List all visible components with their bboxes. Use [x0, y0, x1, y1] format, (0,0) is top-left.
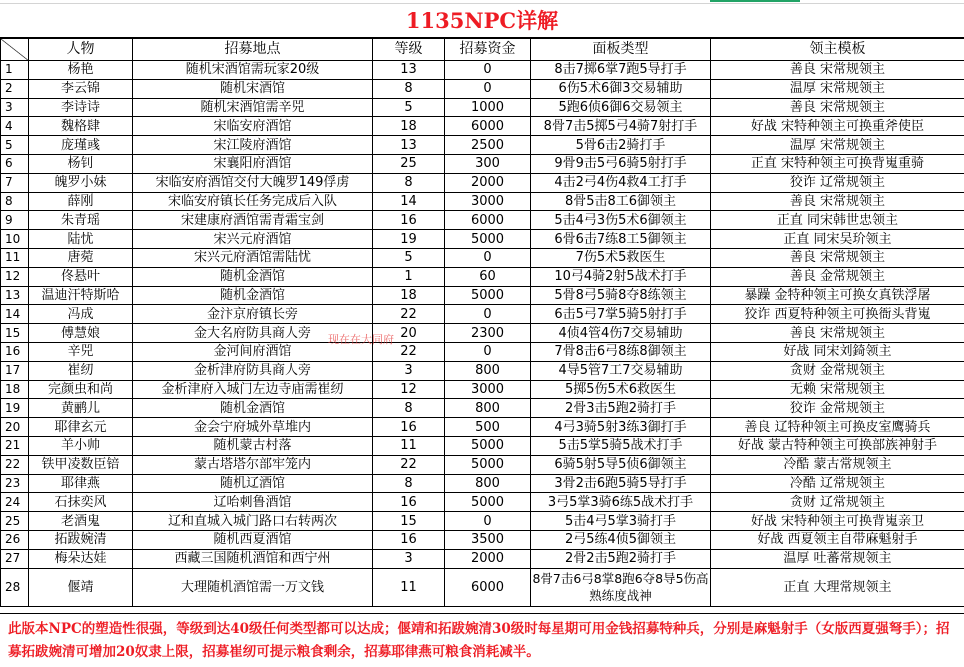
panel-type[interactable]: 8骨5击8工6御领主: [531, 192, 711, 211]
row-index[interactable]: 22: [1, 455, 29, 474]
recruit-location[interactable]: 宋临安府镇长任务完成后入队: [133, 192, 373, 211]
row-index[interactable]: 17: [1, 361, 29, 380]
npc-name[interactable]: 魏格肆: [29, 117, 133, 136]
recruit-location[interactable]: 金大名府防具商人旁: [133, 324, 373, 343]
recruit-location[interactable]: 大理随机酒馆需一万文钱: [133, 568, 373, 606]
table-row: [1, 286, 964, 305]
row-index[interactable]: 10: [1, 230, 29, 249]
npc-name[interactable]: 辛兕: [29, 342, 133, 361]
panel-type[interactable]: 5击5掌5骑5战术打手: [531, 436, 711, 455]
npc-level[interactable]: 18: [373, 286, 445, 305]
recruit-location[interactable]: 宋襄阳府酒馆: [133, 154, 373, 173]
recruit-cost[interactable]: 6000: [445, 568, 531, 606]
table-row: [1, 173, 964, 192]
panel-type[interactable]: 7骨8击6弓8练8御领主: [531, 342, 711, 361]
recruit-cost[interactable]: 6000: [445, 211, 531, 230]
npc-name[interactable]: 唐菀: [29, 248, 133, 267]
npc-name[interactable]: 偃靖: [29, 568, 133, 606]
row-index[interactable]: 15: [1, 324, 29, 343]
row-index[interactable]: 28: [1, 568, 29, 606]
recruit-cost[interactable]: 60: [445, 267, 531, 286]
panel-type[interactable]: 6骑5射5导5侦6御领主: [531, 455, 711, 474]
npc-name[interactable]: 温迪汗特斯哈: [29, 286, 133, 305]
recruit-location[interactable]: 宋临安府酒馆交付大魄罗149俘虏: [133, 173, 373, 192]
row-index[interactable]: 4: [1, 117, 29, 136]
row-index[interactable]: 8: [1, 192, 29, 211]
table-row: [1, 117, 964, 136]
recruit-location[interactable]: 金析津府防具商人旁: [133, 361, 373, 380]
npc-level[interactable]: 5: [373, 98, 445, 117]
recruit-location[interactable]: 随机辽酒馆: [133, 474, 373, 493]
lord-template[interactable]: 温厚 宋常规领主: [711, 136, 964, 155]
table-row: [1, 361, 964, 380]
panel-type[interactable]: 8骨7击5掷5弓4骑7射打手: [531, 117, 711, 136]
npc-level[interactable]: 25: [373, 154, 445, 173]
lord-template[interactable]: 善良 宋常规领主: [711, 98, 964, 117]
header-row: [1, 39, 964, 61]
table-row: [1, 474, 964, 493]
npc-name[interactable]: 魄罗小妹: [29, 173, 133, 192]
recruit-cost[interactable]: 0: [445, 248, 531, 267]
recruit-cost[interactable]: 2500: [445, 136, 531, 155]
table-row: [1, 380, 964, 399]
header-location[interactable]: 招募地点: [133, 39, 373, 61]
corner-cell: [1, 39, 29, 61]
recruit-cost[interactable]: 2000: [445, 549, 531, 568]
recruit-location[interactable]: 随机宋酒馆需辛兕: [133, 98, 373, 117]
panel-type[interactable]: 2骨2击5跑2骑打手: [531, 549, 711, 568]
panel-type[interactable]: 5骨6击2骑打手: [531, 136, 711, 155]
recruit-cost[interactable]: 800: [445, 399, 531, 418]
location-watermark: 现在在大同府: [328, 333, 394, 346]
row-index[interactable]: 19: [1, 399, 29, 418]
recruit-location[interactable]: 宋兴元府酒馆需陆忧: [133, 248, 373, 267]
lord-template[interactable]: 温厚 宋常规领主: [711, 79, 964, 98]
row-index[interactable]: 7: [1, 173, 29, 192]
table-row: [1, 305, 964, 324]
npc-level[interactable]: 22: [373, 305, 445, 324]
table-row: [1, 568, 964, 606]
row-index[interactable]: 27: [1, 549, 29, 568]
table-row: [1, 267, 964, 286]
recruit-cost[interactable]: 5000: [445, 436, 531, 455]
lord-template[interactable]: 善良 宋常规领主: [711, 324, 964, 343]
table-row: [1, 230, 964, 249]
recruit-cost[interactable]: 3000: [445, 380, 531, 399]
npc-name[interactable]: 石抹奕风: [29, 493, 133, 512]
row-index[interactable]: 12: [1, 267, 29, 286]
npc-level[interactable]: 8: [373, 399, 445, 418]
panel-type[interactable]: 2骨3击5跑2骑打手: [531, 399, 711, 418]
npc-level[interactable]: 20: [373, 324, 445, 343]
lord-template[interactable]: 好战 同宋刘錡领主: [711, 342, 964, 361]
lord-template[interactable]: 正直 同宋吴玠领主: [711, 230, 964, 249]
recruit-cost[interactable]: 2000: [445, 173, 531, 192]
table-row: [1, 98, 964, 117]
panel-type[interactable]: 6击5弓7掌5骑5射打手: [531, 305, 711, 324]
npc-name[interactable]: 佟悬叶: [29, 267, 133, 286]
recruit-location[interactable]: 辽咍刺鲁酒馆: [133, 493, 373, 512]
table-row: [1, 136, 964, 155]
panel-type[interactable]: 3骨2击6跑5骑5导打手: [531, 474, 711, 493]
recruit-cost[interactable]: 3500: [445, 530, 531, 549]
panel-type[interactable]: 8骨7击6弓8掌8跑6夺8导5伤高熟练度战神: [531, 568, 711, 606]
panel-type[interactable]: 4击2弓4伤4救4工打手: [531, 173, 711, 192]
recruit-cost[interactable]: 0: [445, 79, 531, 98]
panel-type[interactable]: 5掷5伤5术6救医生: [531, 380, 711, 399]
lord-template[interactable]: 正直 同宋韩世忠领主: [711, 211, 964, 230]
npc-level[interactable]: 11: [373, 436, 445, 455]
lord-template[interactable]: 好战 蒙古特种领主可换部族神射手: [711, 436, 964, 455]
recruit-cost[interactable]: 5000: [445, 286, 531, 305]
lord-template[interactable]: 正直 大理常规领主: [711, 568, 964, 606]
npc-name[interactable]: 拓跋婉清: [29, 530, 133, 549]
lord-template[interactable]: 狡诈 辽常规领主: [711, 173, 964, 192]
recruit-cost[interactable]: 0: [445, 305, 531, 324]
lord-template[interactable]: 狡诈 西夏特种领主可换衙头背嵬: [711, 305, 964, 324]
npc-name[interactable]: 黄鹂儿: [29, 399, 133, 418]
recruit-cost[interactable]: 3000: [445, 192, 531, 211]
recruit-cost[interactable]: 300: [445, 154, 531, 173]
row-index[interactable]: 23: [1, 474, 29, 493]
npc-name[interactable]: 陆忧: [29, 230, 133, 249]
npc-level[interactable]: 8: [373, 173, 445, 192]
panel-type[interactable]: 4导5管7工7交易辅助: [531, 361, 711, 380]
recruit-location[interactable]: 宋兴元府酒馆: [133, 230, 373, 249]
npc-name[interactable]: 老酒鬼: [29, 512, 133, 531]
recruit-location[interactable]: 随机金酒馆: [133, 286, 373, 305]
recruit-location[interactable]: 随机蒙古村落: [133, 436, 373, 455]
panel-type[interactable]: 5跑6侦6御6交易领主: [531, 98, 711, 117]
npc-name[interactable]: 冯成: [29, 305, 133, 324]
npc-name[interactable]: 杨艳: [29, 61, 133, 80]
footer-note: 此版本NPC的塑造性很强，等级到达40级任何类型都可以达成；偃靖和拓跋婉清30级时每星期可用金钱招募特种兵，分别是麻魁射手（女版西夏强弩手）；招募拓跋婉清可增加20奴隶上限，招募崔纫可提示粮食剩余，招募耶律燕可粮食消耗减半。: [0, 613, 964, 667]
npc-level[interactable]: 16: [373, 211, 445, 230]
panel-type[interactable]: 6伤5术6御3交易辅助: [531, 79, 711, 98]
lord-template[interactable]: 冷酷 蒙古常规领主: [711, 455, 964, 474]
npc-level[interactable]: 8: [373, 79, 445, 98]
row-index[interactable]: 18: [1, 380, 29, 399]
npc-name[interactable]: 庞瑾彧: [29, 136, 133, 155]
recruit-cost[interactable]: 5000: [445, 493, 531, 512]
table-row: [1, 436, 964, 455]
panel-type[interactable]: 4弓3骑5射3练3御打手: [531, 418, 711, 437]
row-index[interactable]: 9: [1, 211, 29, 230]
lord-template[interactable]: 贪财 金常规领主: [711, 361, 964, 380]
table-row: [1, 324, 964, 343]
lord-template[interactable]: 善良 宋常规领主: [711, 248, 964, 267]
npc-level[interactable]: 3: [373, 549, 445, 568]
recruit-location[interactable]: 辽和直城入城门路口右转两次: [133, 512, 373, 531]
recruit-cost[interactable]: 0: [445, 512, 531, 531]
lord-template[interactable]: 贪财 辽常规领主: [711, 493, 964, 512]
recruit-cost[interactable]: 5000: [445, 230, 531, 249]
npc-name[interactable]: 崔纫: [29, 361, 133, 380]
recruit-location[interactable]: 宋江陵府酒馆: [133, 136, 373, 155]
table-row: [1, 512, 964, 531]
recruit-location[interactable]: 随机宋酒馆: [133, 79, 373, 98]
row-index[interactable]: 16: [1, 342, 29, 361]
lord-template[interactable]: 好战 西夏领主自带麻魁射手: [711, 530, 964, 549]
lord-template[interactable]: 好战 宋特种领主可换重斧使臣: [711, 117, 964, 136]
npc-level[interactable]: 8: [373, 474, 445, 493]
panel-type[interactable]: 7伤5术5救医生: [531, 248, 711, 267]
recruit-location[interactable]: 蒙古塔塔尔部牢笼内: [133, 455, 373, 474]
npc-level[interactable]: 16: [373, 530, 445, 549]
lord-template[interactable]: 冷酷 辽常规领主: [711, 474, 964, 493]
npc-level[interactable]: 1: [373, 267, 445, 286]
lord-template[interactable]: 正直 宋特种领主可换背嵬重骑: [711, 154, 964, 173]
npc-table: [0, 38, 964, 607]
npc-level[interactable]: 11: [373, 568, 445, 606]
table-row: [1, 455, 964, 474]
row-index[interactable]: 14: [1, 305, 29, 324]
panel-type[interactable]: 4侦4管4伤7交易辅助: [531, 324, 711, 343]
table-row: [1, 248, 964, 267]
recruit-cost[interactable]: 500: [445, 418, 531, 437]
lord-template[interactable]: 暴躁 金特种领主可换女真铁浮屠: [711, 286, 964, 305]
recruit-cost[interactable]: 6000: [445, 117, 531, 136]
active-tab-accent: [710, 0, 800, 2]
recruit-location[interactable]: 随机金酒馆: [133, 267, 373, 286]
recruit-cost[interactable]: 0: [445, 342, 531, 361]
header-panel[interactable]: 面板类型: [531, 39, 711, 61]
table-row: [1, 192, 964, 211]
lord-template[interactable]: 温厚 吐蕃常规领主: [711, 549, 964, 568]
panel-type[interactable]: 5击4弓5掌3骑打手: [531, 512, 711, 531]
panel-type[interactable]: 10弓4骑2射5战术打手: [531, 267, 711, 286]
row-index[interactable]: 3: [1, 98, 29, 117]
header-name[interactable]: 人物: [29, 39, 133, 61]
header-level[interactable]: 等级: [373, 39, 445, 61]
recruit-cost[interactable]: 800: [445, 361, 531, 380]
recruit-cost[interactable]: 5000: [445, 455, 531, 474]
recruit-location[interactable]: 随机宋酒馆需玩家20级: [133, 61, 373, 80]
recruit-cost[interactable]: 800: [445, 474, 531, 493]
npc-name[interactable]: 完颜虫和尚: [29, 380, 133, 399]
panel-type[interactable]: 5骨8弓5骑8夺8练领主: [531, 286, 711, 305]
recruit-location[interactable]: 随机西夏酒馆: [133, 530, 373, 549]
lord-template[interactable]: 善良 宋常规领主: [711, 192, 964, 211]
npc-level[interactable]: 22: [373, 455, 445, 474]
npc-name[interactable]: 傅慧娘: [29, 324, 133, 343]
npc-name[interactable]: 薛刚: [29, 192, 133, 211]
row-index[interactable]: 2: [1, 79, 29, 98]
npc-level[interactable]: 19: [373, 230, 445, 249]
recruit-location[interactable]: 宋建康府酒馆需青霜宝剑: [133, 211, 373, 230]
recruit-location[interactable]: 金汴京府镇长旁: [133, 305, 373, 324]
row-index[interactable]: 26: [1, 530, 29, 549]
row-index[interactable]: 5: [1, 136, 29, 155]
lord-template[interactable]: 善良 宋常规领主: [711, 61, 964, 80]
recruit-location[interactable]: 金析津府入城门左边寺庙需崔纫: [133, 380, 373, 399]
npc-level[interactable]: 3: [373, 361, 445, 380]
table-row: [1, 399, 964, 418]
npc-level[interactable]: 14: [373, 192, 445, 211]
panel-type[interactable]: 2弓5练4侦5御领主: [531, 530, 711, 549]
npc-name[interactable]: 梅朵达娃: [29, 549, 133, 568]
header-lord[interactable]: 领主模板: [711, 39, 964, 61]
npc-level[interactable]: 18: [373, 117, 445, 136]
recruit-cost[interactable]: 2300: [445, 324, 531, 343]
recruit-location[interactable]: 随机金酒馆: [133, 399, 373, 418]
npc-name[interactable]: 羊小帅: [29, 436, 133, 455]
panel-type[interactable]: 6骨6击7练8工5御领主: [531, 230, 711, 249]
table-row: [1, 342, 964, 361]
npc-level[interactable]: 15: [373, 512, 445, 531]
row-index[interactable]: 21: [1, 436, 29, 455]
row-index[interactable]: 25: [1, 512, 29, 531]
row-index[interactable]: 20: [1, 418, 29, 437]
lord-template[interactable]: 善良 金常规领主: [711, 267, 964, 286]
npc-level[interactable]: 22: [373, 342, 445, 361]
lord-template[interactable]: 狡诈 金常规领主: [711, 399, 964, 418]
npc-level[interactable]: 16: [373, 418, 445, 437]
recruit-location[interactable]: 金河间府酒馆: [133, 342, 373, 361]
table-row: [1, 530, 964, 549]
npc-name[interactable]: 李云锦: [29, 79, 133, 98]
sheet-title: 1135NPC详解: [0, 4, 964, 38]
npc-name[interactable]: 杨钊: [29, 154, 133, 173]
lord-template[interactable]: 善良 辽特种领主可换皮室鹰骑兵: [711, 418, 964, 437]
recruit-location[interactable]: 金会宁府城外草堆内: [133, 418, 373, 437]
panel-type[interactable]: 3弓5掌3骑6练5战术打手: [531, 493, 711, 512]
table-row: [1, 61, 964, 80]
panel-type[interactable]: 8击7掷6掌7跑5导打手: [531, 61, 711, 80]
row-index[interactable]: 6: [1, 154, 29, 173]
recruit-cost[interactable]: 1000: [445, 98, 531, 117]
npc-name[interactable]: 耶律燕: [29, 474, 133, 493]
panel-type[interactable]: 9骨9击5弓6骑5射打手: [531, 154, 711, 173]
row-index[interactable]: 1: [1, 61, 29, 80]
table-row: [1, 211, 964, 230]
npc-level[interactable]: 13: [373, 61, 445, 80]
npc-level[interactable]: 13: [373, 136, 445, 155]
row-index[interactable]: 24: [1, 493, 29, 512]
row-index[interactable]: 11: [1, 248, 29, 267]
npc-name[interactable]: 耶律玄元: [29, 418, 133, 437]
npc-name[interactable]: 朱青瑶: [29, 211, 133, 230]
table-row: [1, 418, 964, 437]
npc-name[interactable]: 铁甲凌数臣锫: [29, 455, 133, 474]
table-row: [1, 493, 964, 512]
header-cost[interactable]: 招募资金: [445, 39, 531, 61]
panel-type[interactable]: 5击4弓3伤5术6御领主: [531, 211, 711, 230]
row-index[interactable]: 13: [1, 286, 29, 305]
recruit-location[interactable]: 宋临安府酒馆: [133, 117, 373, 136]
lord-template[interactable]: 无赖 宋常规领主: [711, 380, 964, 399]
table-row: [1, 549, 964, 568]
recruit-cost[interactable]: 0: [445, 61, 531, 80]
npc-name[interactable]: 李诗诗: [29, 98, 133, 117]
npc-level[interactable]: 5: [373, 248, 445, 267]
npc-level[interactable]: 16: [373, 493, 445, 512]
table-row: [1, 154, 964, 173]
recruit-location[interactable]: 西藏三国随机酒馆和西宁州: [133, 549, 373, 568]
lord-template[interactable]: 好战 宋特种领主可换背嵬亲卫: [711, 512, 964, 531]
npc-level[interactable]: 12: [373, 380, 445, 399]
table-row: [1, 79, 964, 98]
